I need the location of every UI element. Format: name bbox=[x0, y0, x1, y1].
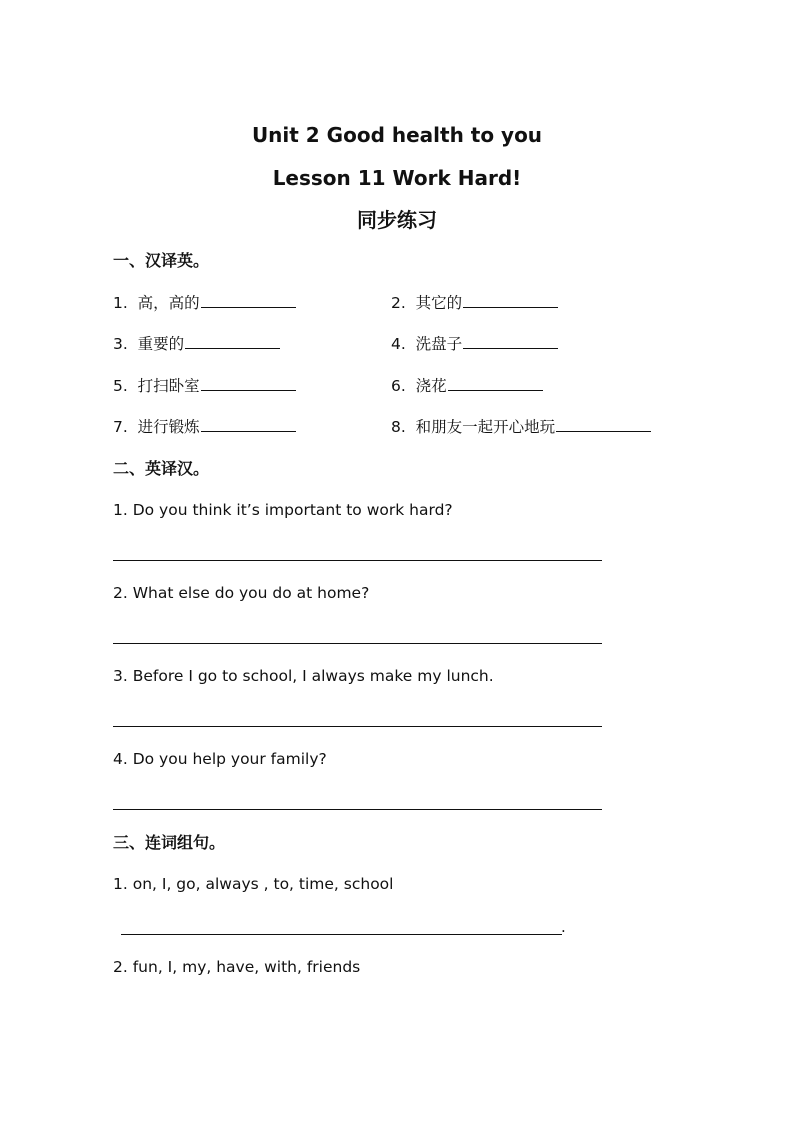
s2-question-3: 3. Before I go to school, I always make my lunch. bbox=[113, 667, 494, 685]
item-number: 5. bbox=[113, 377, 128, 395]
item-prompt: 其它的 bbox=[415, 294, 463, 312]
s1-item-1 bbox=[113, 293, 296, 313]
answer-blank[interactable] bbox=[463, 293, 558, 308]
unit-title: Unit 2 Good health to you bbox=[251, 123, 543, 147]
item-number: 7. bbox=[113, 418, 128, 436]
answer-line[interactable] bbox=[113, 726, 602, 727]
item-number: 2. bbox=[391, 294, 406, 312]
item-prompt: 重要的 bbox=[137, 335, 185, 353]
section-1-heading: 一、汉译英。 bbox=[113, 251, 210, 270]
s1-item-3 bbox=[113, 334, 280, 354]
s1-item-7 bbox=[113, 417, 296, 437]
answer-blank[interactable] bbox=[185, 334, 280, 349]
answer-line[interactable] bbox=[113, 643, 602, 644]
s2-question-2: 2. What else do you do at home? bbox=[113, 584, 370, 602]
answer-blank[interactable] bbox=[201, 293, 296, 308]
lesson-title: Lesson 11 Work Hard! bbox=[272, 166, 522, 190]
item-number: 1. bbox=[113, 294, 128, 312]
s1-item-5 bbox=[113, 376, 296, 396]
item-number: 8. bbox=[391, 418, 406, 436]
item-prompt: 浇花 bbox=[415, 377, 447, 395]
answer-line[interactable] bbox=[113, 809, 602, 810]
item-prompt: 洗盘子 bbox=[415, 335, 463, 353]
item-prompt: 打扫卧室 bbox=[137, 377, 200, 395]
answer-blank[interactable] bbox=[463, 334, 558, 349]
item-prompt: 进行锻炼 bbox=[137, 418, 200, 436]
answer-line[interactable] bbox=[121, 934, 562, 935]
s1-item-8 bbox=[391, 417, 651, 437]
item-number: 3. bbox=[113, 335, 128, 353]
s3-question-2: 2. fun, I, my, have, with, friends bbox=[113, 958, 361, 976]
s1-item-2 bbox=[391, 293, 558, 313]
item-number: 4. bbox=[391, 335, 406, 353]
worksheet-subtitle: 同步练习 bbox=[357, 208, 437, 232]
item-prompt: 高，高的 bbox=[137, 294, 200, 312]
answer-blank[interactable] bbox=[201, 376, 296, 391]
s1-item-4 bbox=[391, 334, 558, 354]
answer-blank[interactable] bbox=[448, 376, 543, 391]
answer-blank[interactable] bbox=[556, 417, 651, 432]
answer-blank[interactable] bbox=[201, 417, 296, 432]
item-number: 6. bbox=[391, 377, 406, 395]
item-prompt: 和朋友一起开心地玩 bbox=[415, 418, 556, 436]
s2-question-1: 1. Do you think it’s important to work hard? bbox=[113, 501, 453, 519]
section-3-heading: 三、连词组句。 bbox=[113, 833, 226, 852]
s2-question-4: 4. Do you help your family? bbox=[113, 750, 327, 768]
s1-item-6 bbox=[391, 376, 543, 396]
answer-line[interactable] bbox=[113, 560, 602, 561]
section-2-heading: 二、英译汉。 bbox=[113, 459, 210, 478]
s3-question-1: 1. on, I, go, always , to, time, school bbox=[113, 875, 394, 893]
end-period: . bbox=[561, 918, 566, 936]
